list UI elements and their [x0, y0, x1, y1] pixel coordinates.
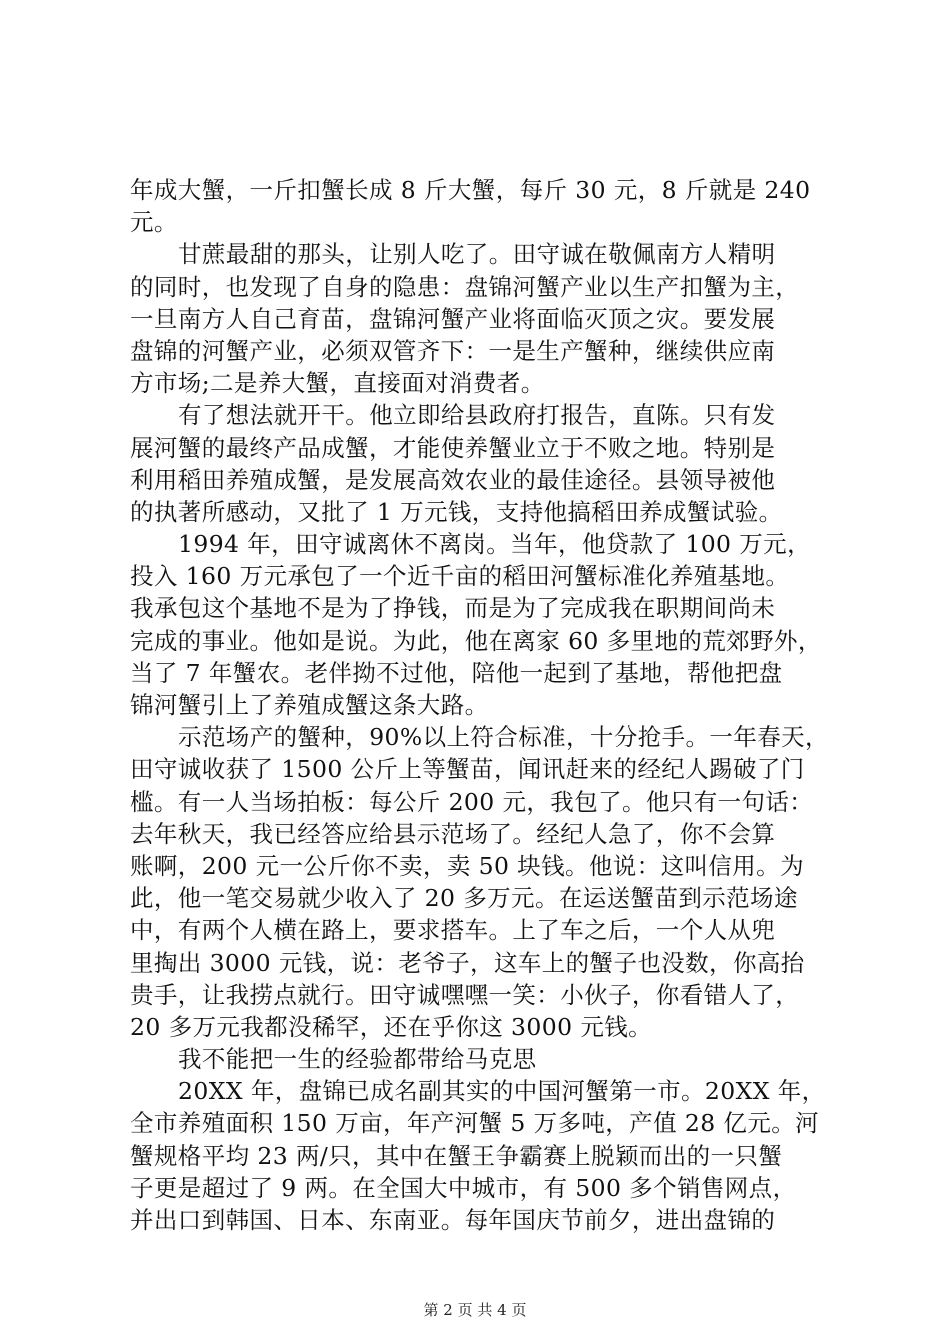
text-line: 年成大蟹，一斤扣蟹长成 8 斤大蟹，每斤 30 元，8 斤就是 240 — [130, 176, 811, 204]
text-line: 我承包这个基地不是为了挣钱，而是为了完成我在职期间尚未 — [130, 594, 776, 623]
text-line: 里掏出 3000 元钱，说：老爷子，这车上的蟹子也没数，你高抬 — [130, 948, 805, 977]
text-line: 蟹规格平均 23 两/只，其中在蟹王争霸赛上脱颖而出的一只蟹 — [130, 1141, 783, 1170]
text-line: 展河蟹的最终产品成蟹，才能使养蟹业立于不败之地。特别是 — [130, 433, 776, 462]
text-line: 当了 7 年蟹农。老伴拗不过他，陪他一起到了基地，帮他把盘 — [130, 658, 783, 687]
text-line: 去年秋天，我已经答应给县示范场了。经纪人急了，你不会算 — [130, 819, 776, 848]
text-line: 投入 160 万元承包了一个近千亩的稻田河蟹标准化养殖基地。 — [130, 562, 790, 591]
text-line: 并出口到韩国、日本、东南亚。每年国庆节前夕，进出盘锦的 — [130, 1206, 776, 1234]
text-line: 此，他一笔交易就少收入了 20 多万元。在运送蟹苗到示范场途 — [130, 884, 798, 913]
text-line: 利用稻田养殖成蟹，是发展高效农业的最佳途径。县领导被他 — [130, 465, 776, 494]
text-line: 的同时，也发现了自身的隐患：盘锦河蟹产业以生产扣蟹为主， — [130, 272, 800, 301]
text-line: 账啊，200 元一公斤你不卖，卖 50 块钱。他说：这叫信用。为 — [130, 851, 804, 880]
page-footer: 第 2 页 共 4 页 — [423, 1301, 527, 1319]
document-body — [130, 174, 830, 1236]
text-line: 方市场;二是养大蟹，直接面对消费者。 — [130, 369, 545, 398]
text-line: 1994 年，田守诚离休不离岗。当年，他贷款了 100 万元， — [178, 530, 811, 559]
text-line: 中，有两个人横在路上，要求搭车。上了车之后，一个人从兜 — [130, 916, 776, 945]
text-line: 一旦南方人自己育苗，盘锦河蟹产业将面临灭顶之灾。要发展 — [130, 304, 776, 333]
text-line: 盘锦的河蟹产业，必须双管齐下：一是生产蟹种，继续供应南 — [130, 336, 776, 365]
text-line: 锦河蟹引上了养殖成蟹这条大路。 — [130, 691, 489, 719]
text-line: 田守诚收获了 1500 公斤上等蟹苗，闻讯赶来的经纪人踢破了门 — [130, 755, 805, 784]
text-line: 贵手，让我捞点就行。田守诚嘿嘿一笑：小伙子，你看错人了， — [130, 980, 800, 1009]
text-line: 有了想法就开干。他立即给县政府打报告，直陈。只有发 — [178, 401, 776, 430]
text-line: 示范场产的蟹种，90%以上符合标准，十分抢手。一年春天， — [178, 723, 829, 752]
text-line: 元。 — [130, 208, 178, 237]
text-line: 20 多万元我都没稀罕，还在乎你这 3000 元钱。 — [130, 1012, 653, 1041]
text-line: 我不能把一生的经验都带给马克思 — [178, 1045, 537, 1074]
text-line: 全市养殖面积 150 万亩，年产河蟹 5 万多吨，产值 28 亿元。河 — [130, 1109, 820, 1138]
text-line: 20XX 年，盘锦已成名副其实的中国河蟹第一市。20XX 年， — [178, 1077, 826, 1106]
text-line: 甘蔗最甜的那头，让别人吃了。田守诚在敬佩南方人精明 — [178, 240, 776, 269]
text-line: 槛。有一人当场拍板：每公斤 200 元，我包了。他只有一句话： — [130, 787, 814, 816]
text-line: 的执著所感动，又批了 1 万元钱，支持他搞稻田养成蟹试验。 — [130, 497, 783, 526]
text-line: 完成的事业。他如是说。为此，他在离家 60 多里地的荒郊野外， — [130, 626, 822, 655]
text-line: 子更是超过了 9 两。在全国大中城市，有 500 多个销售网点， — [130, 1173, 797, 1202]
